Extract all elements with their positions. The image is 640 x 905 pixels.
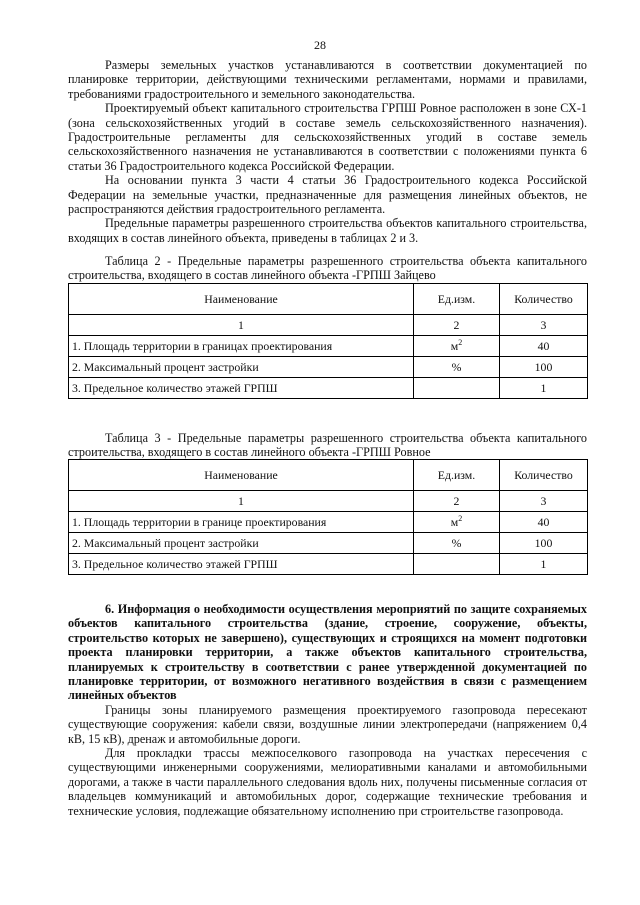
table3-row3-name: 3. Предельное количество этажей ГРПШ	[69, 554, 414, 575]
table2-row2-name: 2. Максимальный процент застройки	[69, 357, 414, 378]
table3-row1-name: 1. Площадь территории в границе проектирования	[69, 512, 414, 533]
table3-row2-name: 2. Максимальный процент застройки	[69, 533, 414, 554]
table3-block	[68, 431, 587, 460]
table2-header-qty: Количество	[500, 284, 588, 315]
table2-row1-unit	[414, 336, 500, 357]
section6	[68, 602, 587, 818]
table2-col-number: 2	[414, 315, 500, 336]
table2-row3-name: 3. Предельное количество этажей ГРПШ	[69, 378, 414, 399]
section6-heading: 6. Информация о необходимости осуществления мероприятий по защите сохраняемых объектов капитального строительства (здание, строение, сооружение, объекты, строительство которых не завершено), существующих и строящихся на момент подготовки проекта планировки территории, а также объектов капитального строительства, планируемых к строительству в соответствии с ранее утвержденной документацией по планировке территории, от возможного негативного воздействия в связи с размещением линейных объектов	[68, 602, 587, 703]
paragraph-4: Предельные параметры разрешенного строительства объектов капитального строительства, входящих в состав линейного объекта, приведены в таблицах 2 и 3.	[68, 216, 587, 245]
table2-col-number: 3	[500, 315, 588, 336]
table2-col-number: 1	[69, 315, 414, 336]
table3-wrap	[68, 459, 587, 575]
table2	[68, 283, 588, 399]
paragraph-1: Размеры земельных участков устанавливаются в соответствии документацией по планировке территории, действующими техническими регламентами, нормами и правилами, требованиями градостроительного и земельного законодательства.	[68, 58, 587, 101]
table3-header-qty: Количество	[500, 460, 588, 491]
table3-col-number: 2	[414, 491, 500, 512]
table3-header-name: Наименование	[69, 460, 414, 491]
table-row	[69, 336, 588, 357]
unit-text: м	[450, 514, 459, 529]
table2-header-row	[69, 284, 588, 315]
table3-col-number: 1	[69, 491, 414, 512]
table3-number-row	[69, 491, 588, 512]
table-row	[69, 533, 588, 554]
unit-superscript: 2	[458, 513, 463, 523]
table3-caption: Таблица 3 - Предельные параметры разрешенного строительства объекта капитального строительства, входящего в состав линейного объекта -ГРПШ Ровное	[68, 431, 587, 460]
table3-col-number: 3	[500, 491, 588, 512]
table3-row1-qty: 40	[500, 512, 588, 533]
table3-row1-unit	[414, 512, 500, 533]
paragraph-3: На основании пункта 3 части 4 статьи 36 Градостроительного кодекса Российской Федерации на земельные участки, предназначенные для размещения линейных объектов, не распространяются действия градостроительного регламента.	[68, 173, 587, 217]
table3-row2-unit: %	[414, 533, 500, 554]
paragraph-5: Границы зоны планируемого размещения проектируемого газопровода пересекают существующие сооружения: кабели связи, воздушные линии электропередачи (напряжением 0,4 кВ, 15 кВ), дренаж и автомобильные дороги.	[68, 702, 587, 746]
table2-row2-unit: %	[414, 357, 500, 378]
table2-wrap	[68, 283, 587, 399]
unit-superscript: 2	[458, 337, 463, 347]
table-row	[69, 378, 588, 399]
table2-row1-name: 1. Площадь территории в границах проектирования	[69, 336, 414, 357]
table-row	[69, 554, 588, 575]
table2-header-name: Наименование	[69, 284, 414, 315]
intro-text	[68, 58, 587, 245]
table3-header-unit: Ед.изм.	[414, 460, 500, 491]
table2-row2-qty: 100	[500, 357, 588, 378]
table2-number-row	[69, 315, 588, 336]
table3-row2-qty: 100	[500, 533, 588, 554]
table2-block	[68, 254, 587, 283]
paragraph-6: Для прокладки трассы межпоселкового газопровода на участках пересечения с существующими инженерными сооружениями, мелиоративными каналами и автомобильными дорогами, а также в части параллельного следования вдоль них, получены письменные согласия от владельцев коммуникаций и автомобильных дорог, содержащие технические требования и технические условия, подлежащие обязательному исполнению при строительстве газопровода.	[68, 746, 587, 818]
table-row	[69, 357, 588, 378]
page-number: 28	[314, 38, 326, 52]
table2-caption: Таблица 2 - Предельные параметры разрешенного строительства объекта капитального строительства, входящего в состав линейного объекта -ГРПШ Зайцево	[68, 254, 587, 283]
table3	[68, 459, 588, 575]
table3-row3-qty: 1	[500, 554, 588, 575]
paragraph-2: Проектируемый объект капитального строительства ГРПШ Ровное расположен в зоне СХ-1 (зона сельскохозяйственных угодий в составе земель сельскохозяйственного назначения). Градостроительные регламенты для сельскохозяйственных угодий в составе земель сельскохозяйственного назначения не устанавливаются в соответствии с положениями пункта 6 статьи 36 Градостроительного кодекса Российской Федерации.	[68, 101, 587, 173]
table2-row3-unit	[414, 378, 500, 399]
table-row	[69, 512, 588, 533]
table2-header-unit: Ед.изм.	[414, 284, 500, 315]
table3-row3-unit	[414, 554, 500, 575]
table3-header-row	[69, 460, 588, 491]
unit-text: м	[450, 338, 459, 353]
table2-row1-qty: 40	[500, 336, 588, 357]
table2-row3-qty: 1	[500, 378, 588, 399]
